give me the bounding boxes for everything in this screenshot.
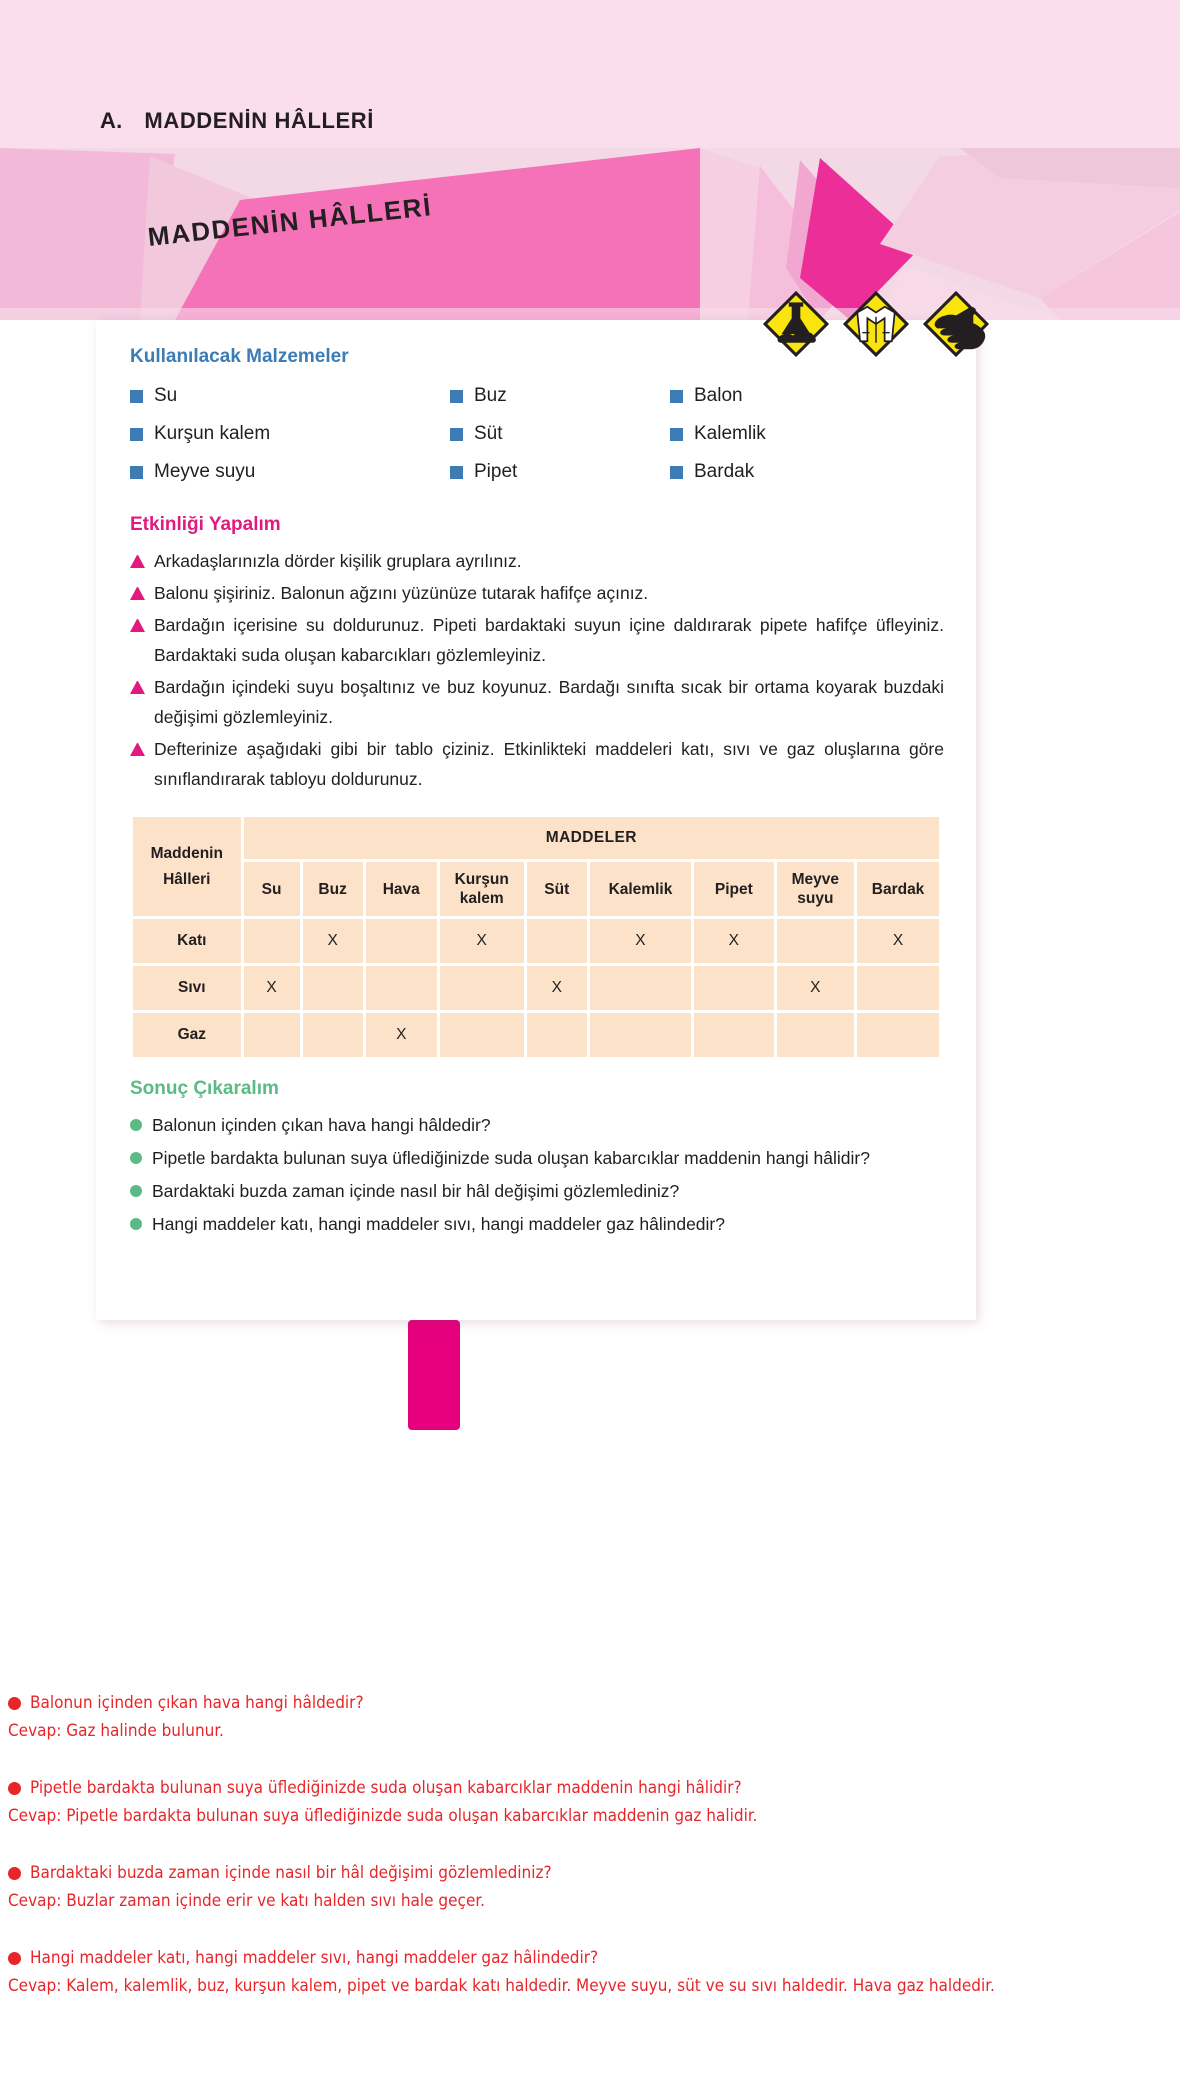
- activity-step-text: Bardağın içerisine su doldurunuz. Pipeti bardaktaki suyun içine daldırarak pipete hafifçe üfleyiniz. Bardaktaki suda oluşan kabarcıkları gözlemleyiniz.: [154, 615, 944, 665]
- material-label: Meyve suyu: [154, 461, 256, 482]
- cell-kati-hava[interactable]: [366, 919, 437, 963]
- material-item: [670, 380, 944, 412]
- bullet-square-icon: [130, 466, 143, 479]
- cell-gaz-sut[interactable]: [527, 1013, 587, 1057]
- result-question: [130, 1143, 944, 1173]
- row-header-sivi: Sıvı: [133, 966, 241, 1010]
- section-heading: [100, 108, 374, 134]
- material-item: [130, 380, 450, 412]
- result-question-text: Balonun içinden çıkan hava hangi hâldedir?: [152, 1115, 491, 1135]
- bullet-square-icon: [670, 390, 683, 403]
- material-item: [130, 418, 450, 450]
- dot-bullet-icon: [130, 1152, 142, 1164]
- section-letter: A.: [100, 108, 123, 133]
- cell-kati-meyve-suyu[interactable]: [777, 919, 854, 963]
- triangle-bullet-icon: [130, 619, 145, 632]
- cell-sivi-bardak[interactable]: [857, 966, 939, 1010]
- cell-sivi-sut[interactable]: X: [527, 966, 587, 1010]
- answer-question-text: Pipetle bardakta bulunan suya üflediğinizde suda oluşan kabarcıklar maddenin hangi hâlidir?: [30, 1778, 742, 1798]
- column-header-sut: Süt: [527, 862, 587, 916]
- answer-text: Cevap: Kalem, kalemlik, buz, kurşun kalem, pipet ve bardak katı haldedir. Meyve suyu, süt ve su sıvı haldedir. Hava gaz haldedir.: [8, 1976, 995, 1996]
- flask-hazard-icon: [760, 288, 832, 360]
- activity-step: [130, 546, 944, 576]
- activity-step: [130, 610, 944, 670]
- activity-step: [130, 734, 944, 794]
- table-row: [133, 966, 939, 1010]
- activity-step: [130, 578, 944, 608]
- cell-kati-su[interactable]: [244, 919, 300, 963]
- triangle-bullet-icon: [130, 587, 145, 600]
- table-group-header: MADDELER: [244, 817, 939, 859]
- material-label: Buz: [474, 385, 507, 406]
- materials-heading: Kullanılacak Malzemeler: [130, 346, 349, 367]
- cell-gaz-pipet[interactable]: [694, 1013, 774, 1057]
- column-header-su: Su: [244, 862, 300, 916]
- banner-title: MADDENİN HÂLLERİ: [146, 191, 434, 252]
- lab-coat-icon: [840, 288, 912, 360]
- activity-card: [96, 320, 976, 1320]
- materials-list: [130, 380, 944, 488]
- column-header-bardak: Bardak: [857, 862, 939, 916]
- cell-gaz-meyve-suyu[interactable]: [777, 1013, 854, 1057]
- bullet-square-icon: [450, 466, 463, 479]
- bullet-square-icon: [450, 390, 463, 403]
- bullet-square-icon: [670, 428, 683, 441]
- cell-kati-kalemlik[interactable]: X: [590, 919, 691, 963]
- answer-text: Cevap: Gaz halinde bulunur.: [8, 1721, 224, 1741]
- triangle-bullet-icon: [130, 681, 145, 694]
- bullet-square-icon: [450, 428, 463, 441]
- bullet-square-icon: [130, 428, 143, 441]
- activity-step-text: Bardağın içindeki suyu boşaltınız ve buz koyunuz. Bardağı sınıfta sıcak bir ortama koyarak buzdaki değişimi gözlemleyiniz.: [154, 677, 944, 727]
- cell-sivi-buz[interactable]: [303, 966, 363, 1010]
- table-corner-header: [133, 817, 241, 916]
- table-row: [133, 1013, 939, 1057]
- bullet-square-icon: [130, 390, 143, 403]
- cell-sivi-kursun-kalem[interactable]: [440, 966, 524, 1010]
- answer-question: [8, 1775, 1172, 1802]
- cell-kati-pipet[interactable]: X: [694, 919, 774, 963]
- corner-line-2: Hâlleri: [163, 870, 211, 888]
- activity-step-text: Balonu şişiriniz. Balonun ağzını yüzünüze tutarak hafifçe açınız.: [154, 583, 649, 603]
- column-header-kalemlik: Kalemlik: [590, 862, 691, 916]
- cell-sivi-su[interactable]: X: [244, 966, 300, 1010]
- result-question-text: Hangi maddeler katı, hangi maddeler sıvı, hangi maddeler gaz hâlindedir?: [152, 1214, 725, 1234]
- answer-question-text: Balonun içinden çıkan hava hangi hâldedir?: [30, 1693, 364, 1713]
- material-label: Su: [154, 385, 178, 406]
- answer-entry: [8, 1860, 1172, 1915]
- answer-question-text: Hangi maddeler katı, hangi maddeler sıvı, hangi maddeler gaz hâlindedir?: [30, 1948, 599, 1968]
- table-row: [133, 919, 939, 963]
- material-label: Bardak: [694, 461, 755, 482]
- dot-bullet-icon: [130, 1119, 142, 1131]
- cell-gaz-kursun-kalem[interactable]: [440, 1013, 524, 1057]
- cell-sivi-kalemlik[interactable]: [590, 966, 691, 1010]
- cell-sivi-pipet[interactable]: [694, 966, 774, 1010]
- cell-gaz-su[interactable]: [244, 1013, 300, 1057]
- result-question: [130, 1176, 944, 1206]
- cell-gaz-hava[interactable]: X: [366, 1013, 437, 1057]
- material-label: Kalemlik: [694, 423, 766, 444]
- column-header-hava: Hava: [366, 862, 437, 916]
- result-question-text: Bardaktaki buzda zaman içinde nasıl bir hâl değişimi gözlemlediniz?: [152, 1181, 680, 1201]
- triangle-bullet-icon: [130, 555, 145, 568]
- activity-heading: Etkinliği Yapalım: [130, 514, 281, 535]
- cell-sivi-meyve-suyu[interactable]: X: [777, 966, 854, 1010]
- cell-kati-bardak[interactable]: X: [857, 919, 939, 963]
- column-header-pipet: Pipet: [694, 862, 774, 916]
- cell-gaz-buz[interactable]: [303, 1013, 363, 1057]
- answer-text: Cevap: Buzlar zaman içinde erir ve katı halden sıvı hale geçer.: [8, 1891, 485, 1911]
- material-item: [130, 456, 450, 488]
- answer-entry: [8, 1775, 1172, 1830]
- magenta-page-tab: [408, 1320, 460, 1430]
- material-label: Balon: [694, 385, 743, 406]
- dot-bullet-icon: [130, 1185, 142, 1197]
- material-label: Kurşun kalem: [154, 423, 271, 444]
- cell-kati-sut[interactable]: [527, 919, 587, 963]
- answer-question: [8, 1945, 1172, 1972]
- cell-kati-kursun-kalem[interactable]: X: [440, 919, 524, 963]
- row-header-gaz: Gaz: [133, 1013, 241, 1057]
- cell-gaz-bardak[interactable]: [857, 1013, 939, 1057]
- gloves-hand-icon: [920, 288, 992, 360]
- table-header-row: [133, 817, 939, 859]
- answer-text: Cevap: Pipetle bardakta bulunan suya üflediğinizde suda oluşan kabarcıklar maddenin gaz halidir.: [8, 1806, 758, 1826]
- activity-step-text: Arkadaşlarınızla dörder kişilik gruplara ayrılınız.: [154, 551, 522, 571]
- cell-sivi-hava[interactable]: [366, 966, 437, 1010]
- material-item: [450, 456, 670, 488]
- result-question: [130, 1110, 944, 1140]
- header-band: [0, 0, 1180, 320]
- corner-line-1: Maddenin: [150, 844, 223, 862]
- material-item: [670, 456, 944, 488]
- column-header-kursun-kalem: Kurşun kalem: [440, 862, 524, 916]
- cell-kati-buz[interactable]: X: [303, 919, 363, 963]
- cell-gaz-kalemlik[interactable]: [590, 1013, 691, 1057]
- table-column-header-row: [133, 862, 939, 916]
- answer-entry: [8, 1945, 1172, 2000]
- activity-steps: [130, 546, 944, 794]
- results-heading: Sonuç Çıkaralım: [130, 1078, 279, 1099]
- answer-question: [8, 1690, 1172, 1717]
- column-header-meyve-suyu: Meyve suyu: [777, 862, 854, 916]
- material-label: Süt: [474, 423, 503, 444]
- material-label: Pipet: [474, 461, 518, 482]
- answer-question-text: Bardaktaki buzda zaman içinde nasıl bir hâl değişimi gözlemlediniz?: [30, 1863, 552, 1883]
- result-question: [130, 1209, 944, 1239]
- dot-bullet-icon: [130, 1218, 142, 1230]
- dot-bullet-icon: [8, 1952, 21, 1965]
- states-of-matter-table: [130, 814, 942, 1060]
- result-question-text: Pipetle bardakta bulunan suya üflediğinizde suda oluşan kabarcıklar maddenin hangi hâlidir?: [152, 1148, 870, 1168]
- dot-bullet-icon: [8, 1782, 21, 1795]
- material-item: [670, 418, 944, 450]
- dot-bullet-icon: [8, 1867, 21, 1880]
- results-questions: [130, 1110, 944, 1239]
- answer-question: [8, 1860, 1172, 1887]
- activity-step: [130, 672, 944, 732]
- row-header-kati: Katı: [133, 919, 241, 963]
- activity-step-text: Defterinize aşağıdaki gibi bir tablo çiziniz. Etkinlikteki maddeleri katı, sıvı ve gaz oluşlarına göre sınıflandırarak tabloyu doldurunuz.: [154, 739, 944, 789]
- triangle-bullet-icon: [130, 743, 145, 756]
- page-title: MADDENİN HÂLLERİ: [144, 108, 374, 133]
- bullet-square-icon: [670, 466, 683, 479]
- material-item: [450, 418, 670, 450]
- column-header-buz: Buz: [303, 862, 363, 916]
- dot-bullet-icon: [8, 1697, 21, 1710]
- answer-key: [8, 1690, 1172, 2030]
- material-item: [450, 380, 670, 412]
- answer-entry: [8, 1690, 1172, 1745]
- safety-icon-group: [760, 288, 992, 360]
